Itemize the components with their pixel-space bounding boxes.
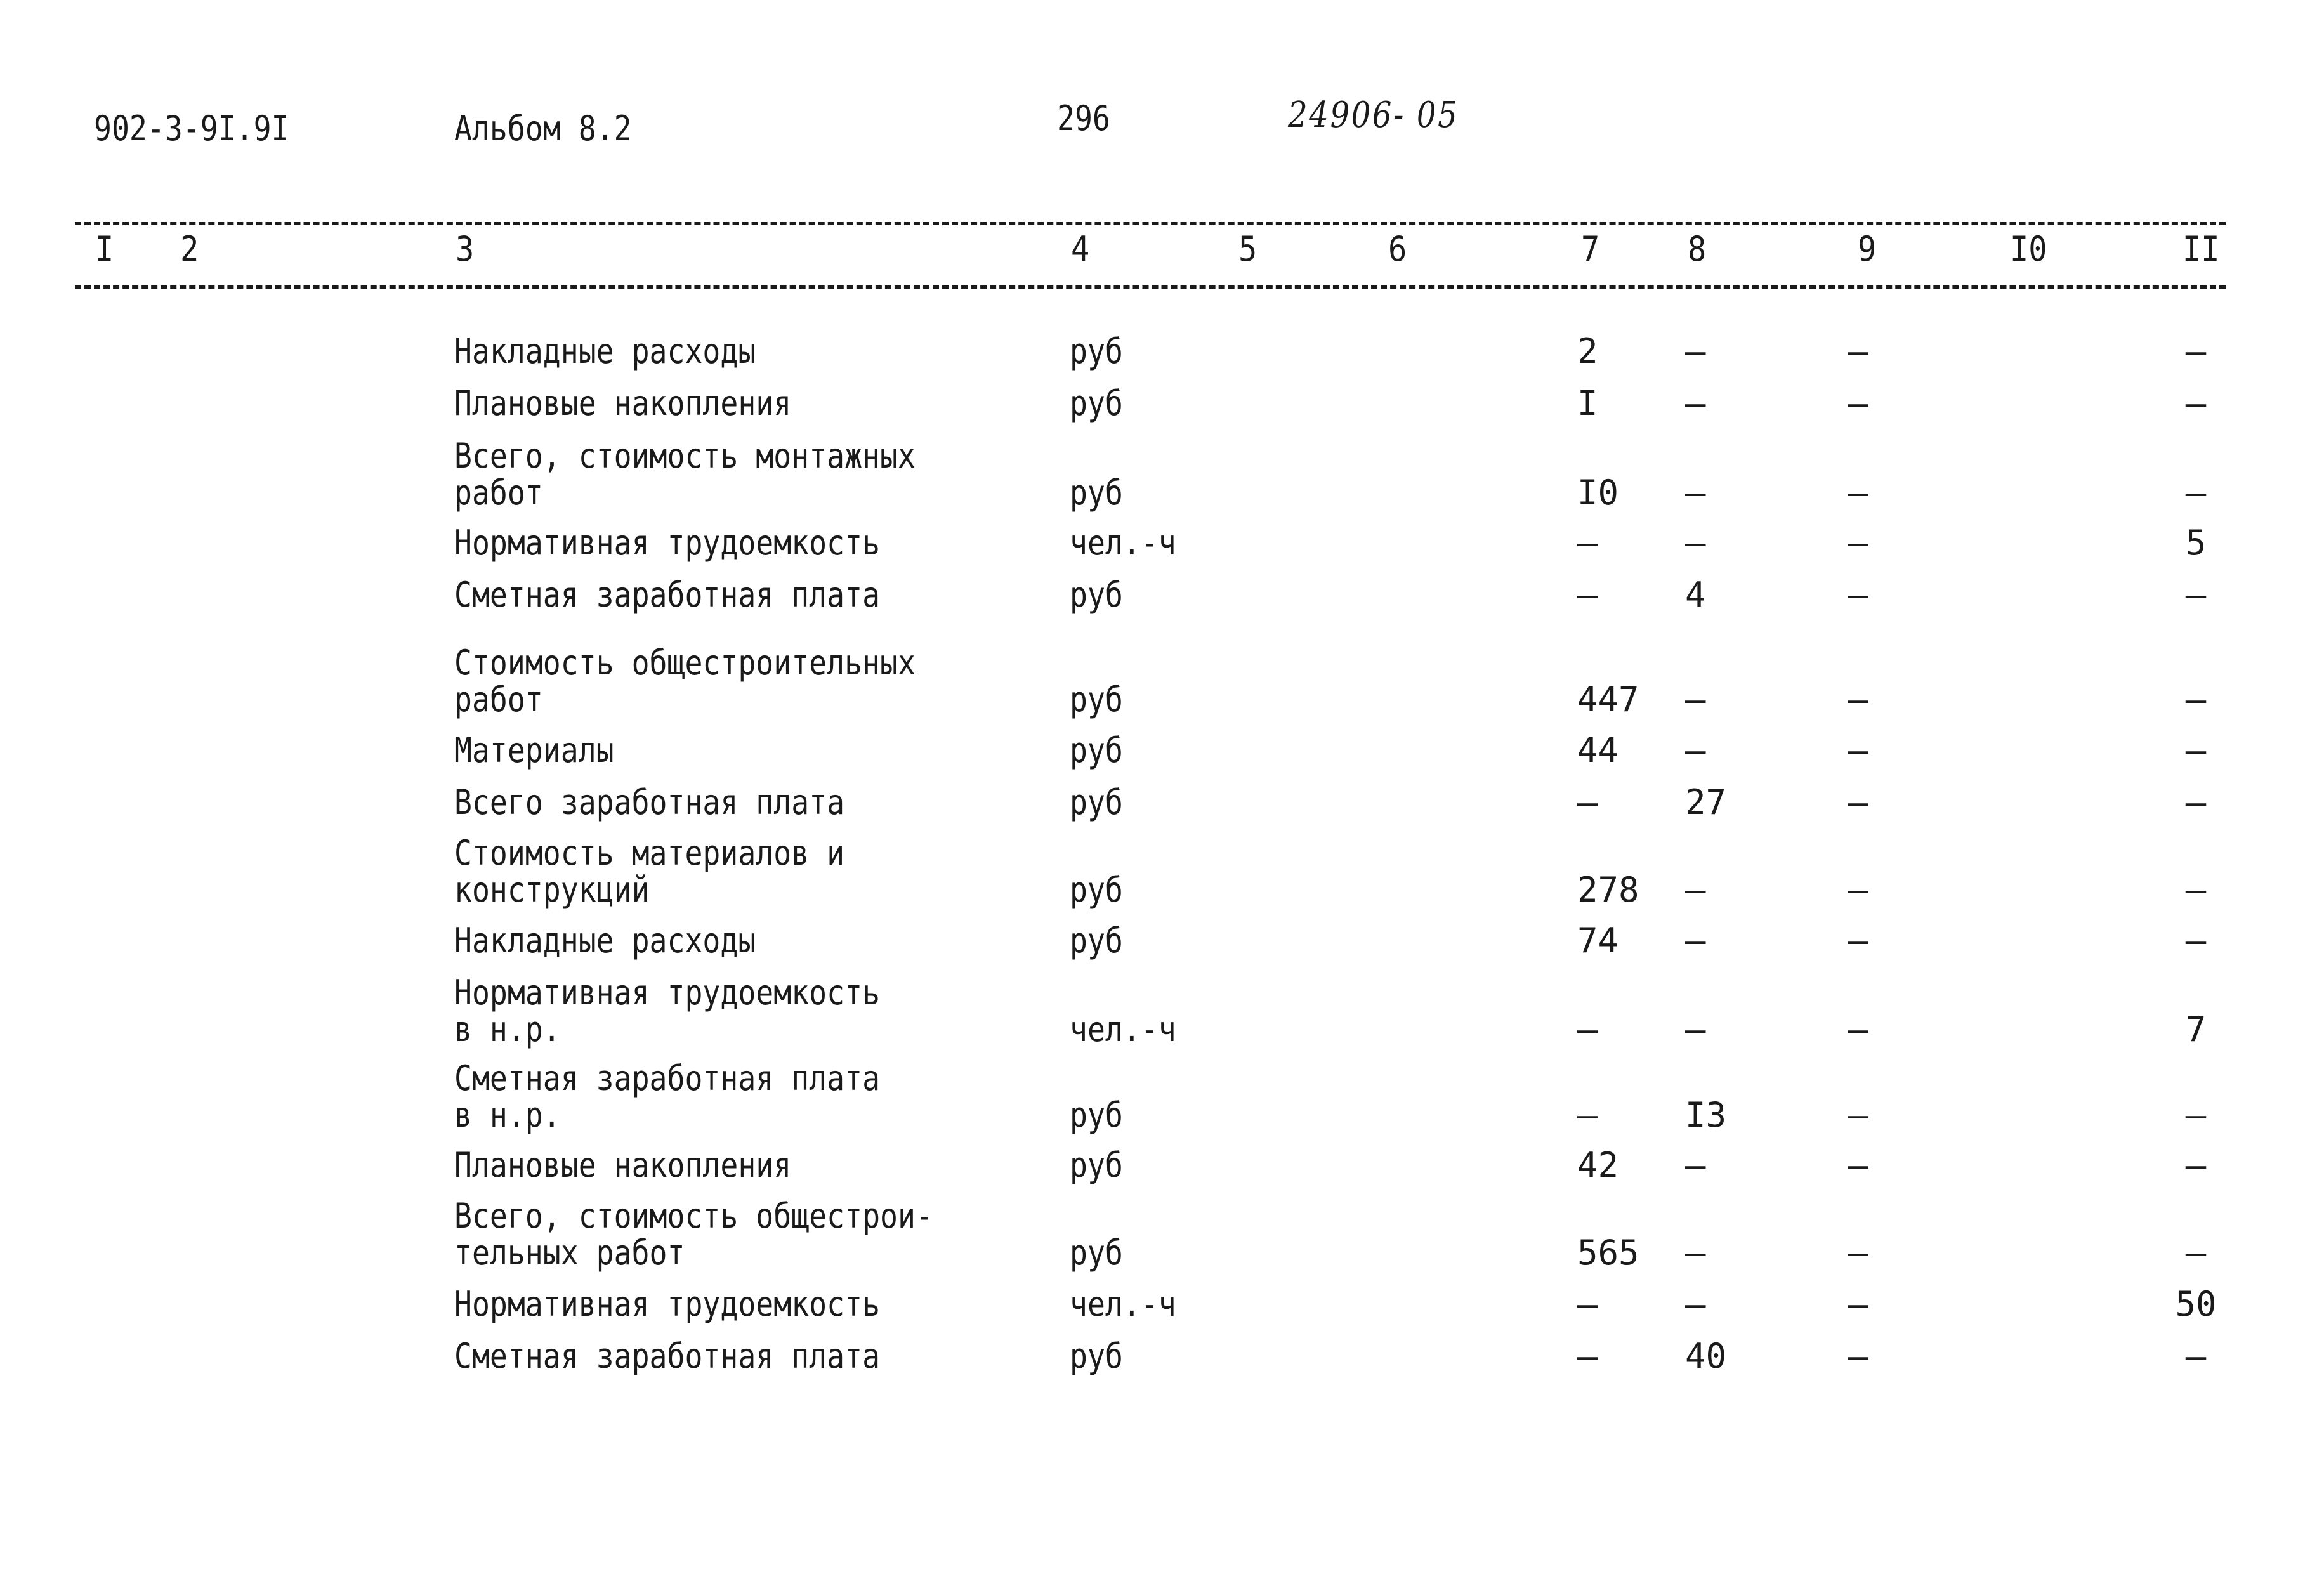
row-label [454,1198,933,1271]
row-value-col11: – [2185,782,2207,822]
row-value-col9: – [1848,523,1868,563]
row-label [454,784,844,821]
row-value-col11: – [2185,383,2207,423]
row-value-col8: I3 [1685,1095,1727,1135]
row-value-col9: – [1848,575,1868,615]
document-code: 902-3-9I.9I [94,108,289,148]
row-unit: руб [1070,383,1123,423]
row-value-col8: – [1685,331,1706,371]
row-label-line: Стоимость общестроительных [454,643,916,683]
row-value-col8: – [1685,473,1706,513]
row-value-col11: – [2185,921,2207,961]
row-value-col8: – [1685,679,1706,719]
row-unit: чел.-ч [1070,1009,1176,1049]
column-header-10: I0 [2010,229,2047,269]
row-value-col11: – [2185,473,2207,513]
row-value-col11: 7 [2185,1009,2207,1049]
row-label [454,438,916,511]
row-label-line: Сметная заработная плата [454,575,881,615]
row-value-col9: – [1848,921,1868,961]
row-value-col8: 40 [1685,1336,1727,1376]
row-value-col9: – [1848,730,1868,770]
column-header-3: 3 [456,229,475,269]
row-unit: руб [1070,331,1123,371]
row-label-line: в н.р. [454,1009,561,1049]
row-label-line: Всего, стоимость общестрои- [454,1196,933,1236]
row-value-col7: 565 [1577,1233,1639,1273]
column-header-8: 8 [1688,229,1707,269]
row-label [454,1060,880,1134]
row-label [454,732,614,769]
row-value-col7: – [1577,1284,1598,1324]
row-value-col8: – [1685,383,1706,423]
row-label [454,1338,880,1375]
row-unit: руб [1070,473,1123,513]
row-unit: руб [1070,730,1123,770]
row-value-col7: I0 [1577,473,1619,513]
row-label-line: Накладные расходы [454,331,756,371]
row-value-col8: – [1685,1145,1706,1185]
row-value-col8: – [1685,730,1706,770]
row-unit: руб [1070,1145,1123,1185]
row-label [454,333,756,370]
header-divider-top [75,222,2226,225]
row-value-col8: 27 [1685,782,1727,822]
row-value-col9: – [1848,1145,1868,1185]
column-header-11: II [2183,229,2220,269]
row-value-col7: – [1577,1009,1598,1049]
row-value-col7: – [1577,1095,1598,1135]
row-value-col7: 42 [1577,1145,1619,1185]
row-value-col8: – [1685,1233,1706,1273]
row-label-line: в н.р. [454,1095,561,1135]
row-label-line: работ [454,679,543,719]
column-header-5: 5 [1238,229,1257,269]
row-label [454,577,880,613]
row-value-col8: – [1685,1284,1706,1324]
row-label [454,645,916,718]
row-value-col9: – [1848,383,1868,423]
row-unit: чел.-ч [1070,1284,1176,1324]
album-label: Альбом 8.2 [454,108,632,148]
row-value-col11: – [2185,331,2207,371]
row-value-col7: – [1577,782,1598,822]
row-value-col9: – [1848,782,1868,822]
header-divider-bottom [75,285,2226,289]
row-label-line: Нормативная трудоемкость [454,973,881,1013]
row-label-line: Плановые накопления [454,1145,792,1185]
column-header-2: 2 [180,229,199,269]
row-value-col11: – [2185,575,2207,615]
row-label-line: Нормативная трудоемкость [454,1284,881,1324]
row-value-col7: 2 [1577,331,1598,371]
row-label-line: Сметная заработная плата [454,1336,881,1376]
row-value-col7: – [1577,575,1598,615]
row-unit: руб [1070,782,1123,822]
column-header-9: 9 [1858,229,1877,269]
row-label-line: тельных работ [454,1233,685,1273]
column-header-4: 4 [1071,229,1090,269]
row-unit: руб [1070,1095,1123,1135]
row-unit: чел.-ч [1070,523,1176,563]
page-number: 296 [1057,98,1110,138]
row-value-col8: – [1685,921,1706,961]
row-label [454,525,880,561]
row-label [454,1147,791,1184]
row-label [454,974,880,1048]
row-unit: руб [1070,870,1123,910]
row-value-col7: – [1577,523,1598,563]
row-label-line: Всего заработная плата [454,782,845,822]
row-label-line: работ [454,473,543,513]
row-value-col11: – [2185,1095,2207,1135]
row-value-col9: – [1848,1233,1868,1273]
row-value-col7: 278 [1577,870,1639,910]
row-label [454,385,791,422]
row-value-col11: 50 [2175,1284,2217,1324]
row-value-col7: 447 [1577,679,1639,719]
row-label-line: Стоимость материалов и [454,833,845,873]
row-value-col9: – [1848,1009,1868,1049]
row-value-col7: 74 [1577,921,1619,961]
row-unit: руб [1070,575,1123,615]
row-value-col7: 44 [1577,730,1619,770]
row-value-col11: – [2185,679,2207,719]
row-label-line: Нормативная трудоемкость [454,523,881,563]
row-value-col8: 4 [1685,575,1706,615]
row-label-line: конструкций [454,870,650,910]
row-value-col8: – [1685,1009,1706,1049]
row-unit: руб [1070,679,1123,719]
row-value-col7: I [1577,383,1598,423]
row-value-col9: – [1848,1284,1868,1324]
handwritten-doc-number: 24906- 05 [1288,95,1459,136]
row-value-col9: – [1848,1095,1868,1135]
row-value-col11: – [2185,730,2207,770]
row-value-col11: 5 [2185,523,2207,563]
row-value-col9: – [1848,870,1868,910]
column-header-7: 7 [1581,229,1600,269]
row-value-col9: – [1848,1336,1868,1376]
row-unit: руб [1070,921,1123,961]
row-value-col9: – [1848,679,1868,719]
row-label [454,835,844,908]
row-value-col8: – [1685,523,1706,563]
column-header-1: I [95,229,114,269]
row-label-line: Сметная заработная плата [454,1058,881,1098]
row-value-col11: – [2185,1336,2207,1376]
row-value-col11: – [2185,1145,2207,1185]
row-unit: руб [1070,1233,1123,1273]
row-label [454,922,756,959]
column-header-6: 6 [1388,229,1407,269]
row-unit: руб [1070,1336,1123,1376]
row-label-line: Материалы [454,730,614,770]
row-value-col11: – [2185,1233,2207,1273]
row-value-col9: – [1848,331,1868,371]
row-label-line: Накладные расходы [454,921,756,961]
row-value-col9: – [1848,473,1868,513]
row-value-col7: – [1577,1336,1598,1376]
row-value-col8: – [1685,870,1706,910]
row-label-line: Плановые накопления [454,383,792,423]
row-value-col11: – [2185,870,2207,910]
row-label [454,1286,880,1323]
row-label-line: Всего, стоимость монтажных [454,436,916,476]
